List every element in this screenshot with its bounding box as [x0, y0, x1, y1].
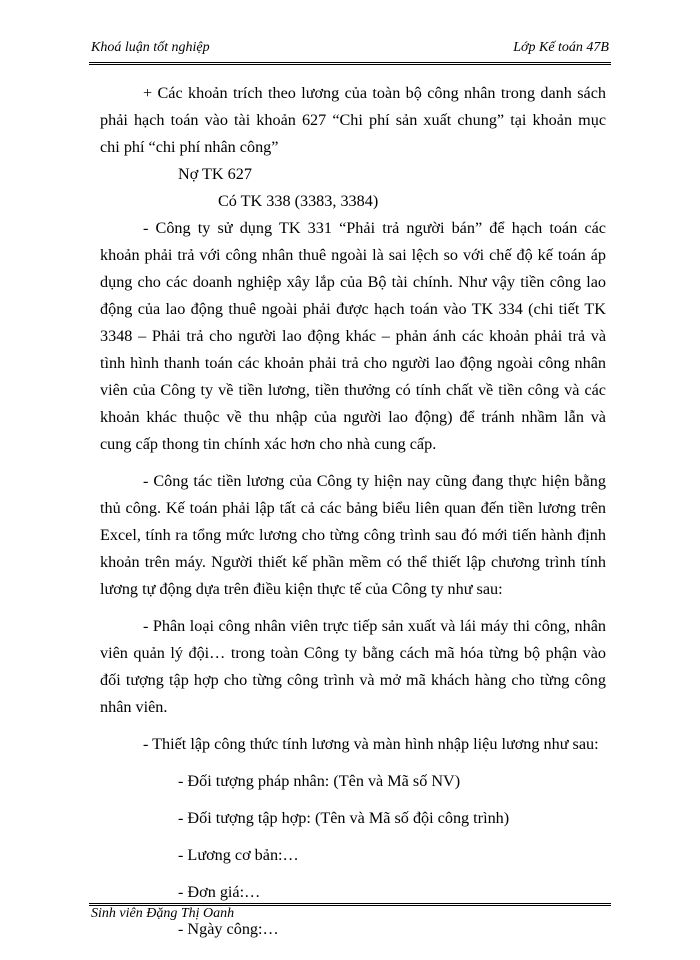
list-item: - Đối tượng tập hợp: (Tên và Mã số đội công trình): [178, 809, 510, 827]
paragraph-line: khoản phải trả với công nhân thuê ngoài là sai lệch so với chế độ kế toán áp: [100, 246, 606, 264]
paragraph-line: - Công ty sử dụng TK 331 “Phải trả người bán” để hạch toán các: [143, 219, 606, 237]
paragraph-line: đối tượng tập hợp cho từng công trình và mở mã khách hàng cho từng công: [100, 671, 606, 689]
paragraph-line: nhân viên.: [100, 698, 168, 716]
page-footer: Sinh viên Đặng Thị Oanh: [91, 906, 235, 921]
page-header: [91, 40, 609, 62]
journal-debit: Nợ TK 627: [178, 165, 252, 183]
paragraph-line: viên của Công ty về tiền lương, tiền thưởng có tính chất về tiền công và các: [100, 381, 606, 399]
list-item: - Ngày công:…: [178, 920, 279, 938]
header-rule-double: [89, 64, 611, 65]
paragraph-line: động của lao động thuê ngoài phải được hạch toán vào TK 334 (chi tiết TK: [100, 300, 606, 318]
paragraph-line: 3348 – Phải trả cho người lao động khác – phản ánh các khoản phải trả và: [100, 327, 606, 345]
paragraph-line: phải hạch toán vào tài khoản 627 “Chi phí sản xuất chung” tại khoản mục: [100, 111, 606, 129]
paragraph-line: Excel, tính ra tổng mức lương cho từng công trình sau đó mới tiến hành định: [100, 526, 606, 544]
paragraph-line: chi phí “chi phí nhân công”: [100, 138, 279, 156]
journal-credit: Có TK 338 (3383, 3384): [218, 192, 379, 210]
paragraph-line: cung cấp thong tin chính xác hơn cho nhà cung cấp.: [100, 435, 437, 453]
paragraph-line: tình hình thanh toán các khoản phải trả cho người lao động ngoài công nhân: [100, 354, 606, 372]
header-title: Khoá luận tốt nghiệp: [91, 40, 210, 55]
list-item: - Đơn giá:…: [178, 883, 261, 901]
paragraph-line: - Phân loại công nhân viên trực tiếp sản xuất và lái máy thi công, nhân: [143, 617, 606, 635]
header-class: Lớp Kế toán 47B: [513, 40, 609, 55]
footer-rule: [89, 903, 611, 904]
paragraph-line: thủ công. Kế toán phải lập tất cả các bảng biểu liên quan đến tiền lương trên: [100, 499, 606, 517]
page-body: [100, 80, 606, 943]
paragraph-line: khoản trên máy. Người thiết kế phần mềm có thể thiết lập chương trình tính: [100, 553, 606, 571]
list-item: - Đối tượng pháp nhân: (Tên và Mã số NV): [178, 772, 461, 790]
paragraph-line: lương tự động dựa trên điều kiện thực tế của Công ty như sau:: [100, 580, 503, 598]
paragraph-line: khoản khác thuộc về thu nhập của người lao động) để tránh nhầm lẫn và: [100, 408, 606, 426]
paragraph-line: + Các khoản trích theo lương của toàn bộ công nhân trong danh sách: [143, 84, 606, 102]
list-item: - Lương cơ bản:…: [178, 846, 299, 864]
paragraph-line: - Công tác tiền lương của Công ty hiện nay cũng đang thực hiện bằng: [143, 472, 606, 490]
paragraph-line: - Thiết lập công thức tính lương và màn hình nhập liệu lương như sau:: [143, 735, 599, 753]
header-rule: [89, 62, 611, 63]
paragraph-line: viên quản lý đội… trong toàn Công ty bằng cách mã hóa từng bộ phận vào: [100, 644, 606, 662]
paragraph-line: dụng cho các doanh nghiệp xây lắp của Bộ tài chính. Như vậy tiền công lao: [100, 273, 606, 291]
